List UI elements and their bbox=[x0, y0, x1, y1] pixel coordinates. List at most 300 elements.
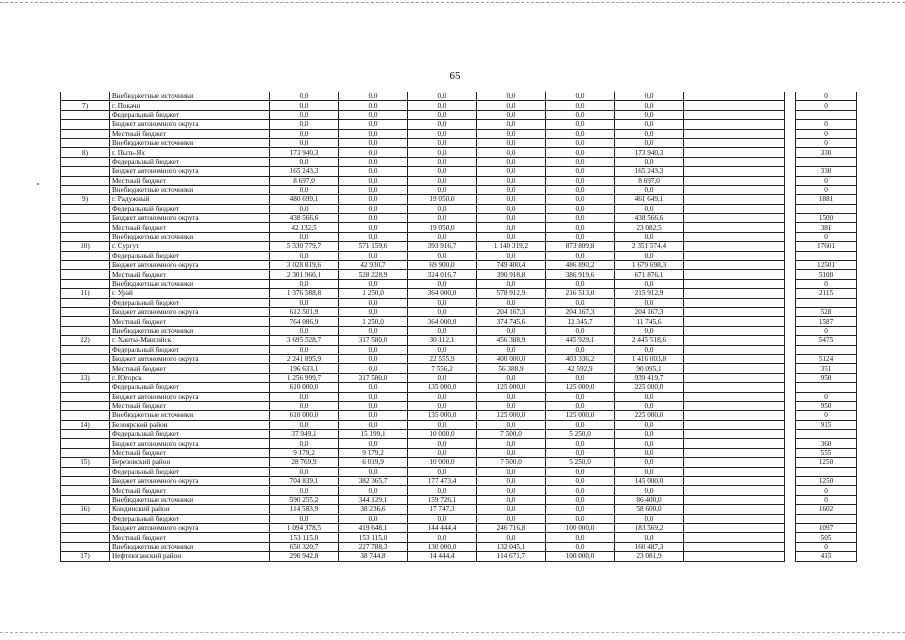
row-number bbox=[61, 223, 110, 232]
value-cell: 19 050,0 bbox=[408, 223, 477, 232]
row-number: 16) bbox=[61, 505, 110, 514]
value-cell: 939 419,7 bbox=[615, 373, 684, 382]
count-cell: 1881 bbox=[796, 195, 857, 204]
count-cell: 5100 bbox=[796, 270, 857, 279]
value-cell: 403 336,2 bbox=[546, 354, 615, 363]
value-cell: 165 243,3 bbox=[615, 167, 684, 176]
empty-cell bbox=[684, 411, 785, 420]
value-cell: 0,0 bbox=[477, 129, 546, 138]
value-cell: 0,0 bbox=[615, 345, 684, 354]
row-number bbox=[61, 307, 110, 316]
value-cell: 0,0 bbox=[615, 533, 684, 542]
row-number bbox=[61, 345, 110, 354]
value-cell: 0,0 bbox=[339, 401, 408, 410]
value-cell: 0,0 bbox=[546, 279, 615, 288]
value-cell: 0,0 bbox=[270, 401, 339, 410]
value-cell: 173 940,3 bbox=[270, 148, 339, 157]
value-cell: 0,0 bbox=[477, 533, 546, 542]
row-number bbox=[61, 533, 110, 542]
value-cell: 445 929,1 bbox=[546, 336, 615, 345]
value-cell: 0,0 bbox=[615, 486, 684, 495]
value-cell: 480 699,1 bbox=[270, 195, 339, 204]
value-cell: 0,0 bbox=[339, 129, 408, 138]
value-cell: 23 082,5 bbox=[615, 223, 684, 232]
table-row bbox=[61, 477, 857, 486]
count-cell: 381 bbox=[796, 223, 857, 232]
empty-cell bbox=[684, 261, 785, 270]
value-cell: 0,0 bbox=[477, 101, 546, 110]
value-cell: 0,0 bbox=[408, 486, 477, 495]
row-name: Местный бюджет bbox=[110, 317, 270, 326]
value-cell: 153 115,0 bbox=[339, 533, 408, 542]
value-cell: 114 583,9 bbox=[270, 505, 339, 514]
count-cell: 0 bbox=[796, 176, 857, 185]
table-row bbox=[61, 261, 857, 270]
empty-cell bbox=[684, 439, 785, 448]
value-cell: 0,0 bbox=[546, 439, 615, 448]
empty-cell bbox=[684, 336, 785, 345]
empty-cell bbox=[684, 401, 785, 410]
table-row bbox=[61, 354, 857, 363]
value-cell: 0,0 bbox=[615, 204, 684, 213]
value-cell: 374 745,6 bbox=[477, 317, 546, 326]
count-cell: 0 bbox=[796, 495, 857, 504]
count-cell: 330 bbox=[796, 167, 857, 176]
row-number bbox=[61, 270, 110, 279]
value-cell: 0,0 bbox=[477, 167, 546, 176]
value-cell: 0,0 bbox=[339, 185, 408, 194]
row-number bbox=[61, 129, 110, 138]
value-cell: 58 600,0 bbox=[615, 505, 684, 514]
value-cell: 0,0 bbox=[546, 232, 615, 241]
value-cell: 0,0 bbox=[270, 279, 339, 288]
value-cell: 0,0 bbox=[477, 120, 546, 129]
table-row bbox=[61, 373, 857, 382]
value-cell: 0,0 bbox=[339, 148, 408, 157]
value-cell: 290 942,8 bbox=[270, 552, 339, 561]
value-cell: 100 000,0 bbox=[546, 523, 615, 532]
value-cell: 0,0 bbox=[477, 138, 546, 147]
count-cell: 0 bbox=[796, 138, 857, 147]
value-cell: 0,0 bbox=[546, 467, 615, 476]
row-number bbox=[61, 232, 110, 241]
value-cell: 0,0 bbox=[477, 486, 546, 495]
table-row bbox=[61, 523, 857, 532]
row-number bbox=[61, 176, 110, 185]
row-name: Местный бюджет bbox=[110, 533, 270, 542]
value-cell: 0,0 bbox=[477, 345, 546, 354]
table-row bbox=[61, 552, 857, 561]
value-cell: 0,0 bbox=[615, 251, 684, 260]
column-gap bbox=[785, 326, 796, 335]
empty-cell bbox=[684, 120, 785, 129]
count-cell: 0 bbox=[796, 486, 857, 495]
row-name: Бюджет автономного округа bbox=[110, 214, 270, 223]
value-cell: 0,0 bbox=[546, 110, 615, 119]
table-row bbox=[61, 336, 857, 345]
column-gap bbox=[785, 542, 796, 551]
empty-cell bbox=[684, 242, 785, 251]
value-cell: 0,0 bbox=[339, 214, 408, 223]
table-row bbox=[61, 167, 857, 176]
column-gap bbox=[785, 289, 796, 298]
column-gap bbox=[785, 214, 796, 223]
row-number bbox=[61, 317, 110, 326]
column-gap bbox=[785, 120, 796, 129]
value-cell: 0,0 bbox=[339, 232, 408, 241]
count-cell: 0 bbox=[796, 232, 857, 241]
row-name: Федеральный бюджет bbox=[110, 204, 270, 213]
value-cell: 0,0 bbox=[477, 185, 546, 194]
value-cell: 0,0 bbox=[546, 326, 615, 335]
value-cell: 0,0 bbox=[546, 120, 615, 129]
row-number bbox=[61, 411, 110, 420]
empty-cell bbox=[684, 167, 785, 176]
value-cell: 90 095,1 bbox=[615, 364, 684, 373]
row-number: 12) bbox=[61, 336, 110, 345]
value-cell: 160 487,3 bbox=[615, 542, 684, 551]
value-cell: 153 115,0 bbox=[270, 533, 339, 542]
value-cell: 0,0 bbox=[339, 110, 408, 119]
value-cell: 10 000,0 bbox=[408, 430, 477, 439]
value-cell: 0,0 bbox=[408, 467, 477, 476]
value-cell: 1 416 003,8 bbox=[615, 354, 684, 363]
value-cell: 0,0 bbox=[408, 110, 477, 119]
value-cell: 38 236,6 bbox=[339, 505, 408, 514]
empty-cell bbox=[684, 505, 785, 514]
row-name: Внебюджетные источники bbox=[110, 232, 270, 241]
value-cell: 216 513,0 bbox=[546, 289, 615, 298]
value-cell: 130 000,0 bbox=[408, 542, 477, 551]
row-number bbox=[61, 392, 110, 401]
value-cell: 225 000,0 bbox=[615, 411, 684, 420]
value-cell: 0,0 bbox=[270, 92, 339, 101]
value-cell: 0,0 bbox=[408, 167, 477, 176]
value-cell: 5 250,0 bbox=[546, 430, 615, 439]
value-cell: 571 159,6 bbox=[339, 242, 408, 251]
value-cell: 10 000,0 bbox=[408, 458, 477, 467]
value-cell: 0,0 bbox=[408, 439, 477, 448]
value-cell: 0,0 bbox=[477, 448, 546, 457]
column-gap bbox=[785, 486, 796, 495]
value-cell: 393 916,7 bbox=[408, 242, 477, 251]
table-row bbox=[61, 223, 857, 232]
empty-cell bbox=[684, 176, 785, 185]
value-cell: 0,0 bbox=[546, 514, 615, 523]
empty-cell bbox=[684, 232, 785, 241]
count-cell bbox=[796, 467, 857, 476]
count-cell bbox=[796, 430, 857, 439]
value-cell: 0,0 bbox=[477, 148, 546, 157]
column-gap bbox=[785, 298, 796, 307]
value-cell: 86 400,0 bbox=[615, 495, 684, 504]
value-cell: 0,0 bbox=[546, 214, 615, 223]
value-cell: 0,0 bbox=[477, 298, 546, 307]
empty-cell bbox=[684, 458, 785, 467]
value-cell: 0,0 bbox=[408, 129, 477, 138]
value-cell: 0,0 bbox=[477, 420, 546, 429]
table-row bbox=[61, 148, 857, 157]
value-cell: 612 501,9 bbox=[270, 307, 339, 316]
row-name: Внебюджетные источники bbox=[110, 326, 270, 335]
empty-cell bbox=[684, 129, 785, 138]
empty-cell bbox=[684, 289, 785, 298]
count-cell: 528 bbox=[796, 307, 857, 316]
value-cell: 0,0 bbox=[408, 514, 477, 523]
count-cell: 950 bbox=[796, 373, 857, 382]
value-cell: 0,0 bbox=[615, 279, 684, 288]
value-cell: 317 580,0 bbox=[339, 373, 408, 382]
value-cell: 0,0 bbox=[408, 401, 477, 410]
table-row bbox=[61, 533, 857, 542]
table-row bbox=[61, 92, 857, 101]
empty-cell bbox=[684, 364, 785, 373]
count-cell: 915 bbox=[796, 420, 857, 429]
value-cell: 0,0 bbox=[477, 204, 546, 213]
value-cell: 0,0 bbox=[270, 420, 339, 429]
value-cell: 0,0 bbox=[339, 514, 408, 523]
row-number bbox=[61, 157, 110, 166]
empty-cell bbox=[684, 185, 785, 194]
value-cell: 0,0 bbox=[408, 148, 477, 157]
table-row bbox=[61, 242, 857, 251]
empty-cell bbox=[684, 214, 785, 223]
value-cell: 1 250,0 bbox=[339, 289, 408, 298]
value-cell: 671 876,1 bbox=[615, 270, 684, 279]
row-number bbox=[61, 185, 110, 194]
column-gap bbox=[785, 411, 796, 420]
value-cell: 5 330 779,7 bbox=[270, 242, 339, 251]
value-cell: 0,0 bbox=[408, 373, 477, 382]
row-number bbox=[61, 477, 110, 486]
value-cell: 0,0 bbox=[477, 214, 546, 223]
row-name: Местный бюджет bbox=[110, 176, 270, 185]
row-name: Бюджет автономного округа bbox=[110, 392, 270, 401]
table-row bbox=[61, 214, 857, 223]
row-name: Федеральный бюджет bbox=[110, 157, 270, 166]
empty-cell bbox=[684, 157, 785, 166]
row-number bbox=[61, 495, 110, 504]
row-name: г. Ханты-Мансийск bbox=[110, 336, 270, 345]
value-cell: 0,0 bbox=[339, 392, 408, 401]
value-cell: 135 000,0 bbox=[408, 383, 477, 392]
value-cell: 7 500,0 bbox=[477, 458, 546, 467]
value-cell: 3 028 819,6 bbox=[270, 261, 339, 270]
row-number bbox=[61, 167, 110, 176]
value-cell: 0,0 bbox=[339, 486, 408, 495]
value-cell: 0,0 bbox=[270, 129, 339, 138]
value-cell: 528 228,9 bbox=[339, 270, 408, 279]
value-cell: 0,0 bbox=[615, 138, 684, 147]
empty-cell bbox=[684, 92, 785, 101]
value-cell: 0,0 bbox=[408, 298, 477, 307]
column-gap bbox=[785, 138, 796, 147]
empty-cell bbox=[684, 251, 785, 260]
empty-cell bbox=[684, 533, 785, 542]
value-cell: 0,0 bbox=[339, 298, 408, 307]
value-cell: 17 747,3 bbox=[408, 505, 477, 514]
value-cell: 749 400,4 bbox=[477, 261, 546, 270]
value-cell: 0,0 bbox=[477, 326, 546, 335]
row-name: Бюджет автономного округа bbox=[110, 261, 270, 270]
value-cell: 0,0 bbox=[546, 392, 615, 401]
column-gap bbox=[785, 448, 796, 457]
row-number bbox=[61, 523, 110, 532]
value-cell: 650 320,7 bbox=[270, 542, 339, 551]
scan-speck bbox=[37, 183, 39, 185]
value-cell: 0,0 bbox=[339, 120, 408, 129]
table-row bbox=[61, 120, 857, 129]
value-cell: 324 016,7 bbox=[408, 270, 477, 279]
table-row bbox=[61, 251, 857, 260]
value-cell: 0,0 bbox=[546, 223, 615, 232]
value-cell: 56 388,9 bbox=[477, 364, 546, 373]
table-body bbox=[61, 92, 857, 561]
value-cell: 42 132,5 bbox=[270, 223, 339, 232]
value-cell: 0,0 bbox=[408, 157, 477, 166]
value-cell: 0,0 bbox=[270, 138, 339, 147]
count-cell bbox=[796, 110, 857, 119]
value-cell: 873 809,8 bbox=[546, 242, 615, 251]
count-cell bbox=[796, 514, 857, 523]
value-cell: 0,0 bbox=[477, 505, 546, 514]
table-row bbox=[61, 458, 857, 467]
value-cell: 0,0 bbox=[339, 157, 408, 166]
value-cell: 0,0 bbox=[615, 92, 684, 101]
value-cell: 0,0 bbox=[546, 345, 615, 354]
value-cell: 0,0 bbox=[546, 129, 615, 138]
table-row bbox=[61, 495, 857, 504]
column-gap bbox=[785, 392, 796, 401]
empty-cell bbox=[684, 448, 785, 457]
value-cell: 0,0 bbox=[408, 92, 477, 101]
value-cell: 386 919,6 bbox=[546, 270, 615, 279]
row-name: Внебюджетные источники bbox=[110, 411, 270, 420]
empty-cell bbox=[684, 307, 785, 316]
empty-cell bbox=[684, 542, 785, 551]
value-cell: 317 580,0 bbox=[339, 336, 408, 345]
value-cell: 69 900,0 bbox=[408, 261, 477, 270]
count-cell: 0 bbox=[796, 542, 857, 551]
column-gap bbox=[785, 167, 796, 176]
row-name: Местный бюджет bbox=[110, 270, 270, 279]
table-row bbox=[61, 345, 857, 354]
table-row bbox=[61, 364, 857, 373]
value-cell: 9 179,2 bbox=[339, 448, 408, 457]
value-cell: 0,0 bbox=[408, 326, 477, 335]
value-cell: 0,0 bbox=[408, 533, 477, 542]
count-cell: 0 bbox=[796, 129, 857, 138]
count-cell: 555 bbox=[796, 448, 857, 457]
value-cell: 5 250,0 bbox=[546, 458, 615, 467]
value-cell: 0,0 bbox=[270, 120, 339, 129]
column-gap bbox=[785, 307, 796, 316]
value-cell: 0,0 bbox=[339, 204, 408, 213]
column-gap bbox=[785, 270, 796, 279]
column-gap bbox=[785, 495, 796, 504]
value-cell: 0,0 bbox=[270, 110, 339, 119]
value-cell: 0,0 bbox=[615, 439, 684, 448]
row-name: Федеральный бюджет bbox=[110, 345, 270, 354]
value-cell: 0,0 bbox=[270, 467, 339, 476]
row-number bbox=[61, 298, 110, 307]
empty-cell bbox=[684, 195, 785, 204]
table-row bbox=[61, 298, 857, 307]
column-gap bbox=[785, 467, 796, 476]
count-cell: 1500 bbox=[796, 214, 857, 223]
value-cell: 7 500,0 bbox=[477, 430, 546, 439]
value-cell: 2 241 895,9 bbox=[270, 354, 339, 363]
column-gap bbox=[785, 505, 796, 514]
value-cell: 0,0 bbox=[615, 514, 684, 523]
table-row bbox=[61, 542, 857, 551]
table-row bbox=[61, 326, 857, 335]
count-cell bbox=[796, 157, 857, 166]
count-cell: 0 bbox=[796, 279, 857, 288]
value-cell: 37 949,1 bbox=[270, 430, 339, 439]
row-name: Федеральный бюджет bbox=[110, 110, 270, 119]
column-gap bbox=[785, 157, 796, 166]
column-gap bbox=[785, 232, 796, 241]
value-cell: 173 940,3 bbox=[615, 148, 684, 157]
row-name: г. Радужный bbox=[110, 195, 270, 204]
value-cell: 204 167,3 bbox=[546, 307, 615, 316]
row-name: Внебюджетные источники bbox=[110, 279, 270, 288]
empty-cell bbox=[684, 552, 785, 561]
column-gap bbox=[785, 533, 796, 542]
row-number bbox=[61, 214, 110, 223]
empty-cell bbox=[684, 317, 785, 326]
row-name: Федеральный бюджет bbox=[110, 251, 270, 260]
empty-cell bbox=[684, 495, 785, 504]
empty-cell bbox=[684, 514, 785, 523]
table-row bbox=[61, 307, 857, 316]
column-gap bbox=[785, 261, 796, 270]
empty-cell bbox=[684, 523, 785, 532]
value-cell: 0,0 bbox=[339, 101, 408, 110]
empty-cell bbox=[684, 298, 785, 307]
empty-cell bbox=[684, 392, 785, 401]
value-cell: 0,0 bbox=[546, 298, 615, 307]
value-cell: 704 839,1 bbox=[270, 477, 339, 486]
value-cell: 0,0 bbox=[408, 420, 477, 429]
value-cell: 0,0 bbox=[546, 477, 615, 486]
row-number bbox=[61, 401, 110, 410]
value-cell: 0,0 bbox=[615, 326, 684, 335]
row-number bbox=[61, 251, 110, 260]
row-number bbox=[61, 92, 110, 101]
value-cell: 0,0 bbox=[270, 157, 339, 166]
table-row bbox=[61, 317, 857, 326]
column-gap bbox=[785, 383, 796, 392]
value-cell: 144 444,4 bbox=[408, 523, 477, 532]
row-number: 14) bbox=[61, 420, 110, 429]
value-cell: 132 045,1 bbox=[477, 542, 546, 551]
value-cell: 0,0 bbox=[339, 411, 408, 420]
column-gap bbox=[785, 336, 796, 345]
row-number bbox=[61, 110, 110, 119]
value-cell: 0,0 bbox=[477, 373, 546, 382]
row-number bbox=[61, 383, 110, 392]
value-cell: 0,0 bbox=[477, 195, 546, 204]
value-cell: 0,0 bbox=[546, 505, 615, 514]
value-cell: 165 243,3 bbox=[270, 167, 339, 176]
column-gap bbox=[785, 185, 796, 194]
table-row bbox=[61, 101, 857, 110]
value-cell: 0,0 bbox=[615, 110, 684, 119]
value-cell: 610 000,0 bbox=[270, 411, 339, 420]
empty-cell bbox=[684, 373, 785, 382]
